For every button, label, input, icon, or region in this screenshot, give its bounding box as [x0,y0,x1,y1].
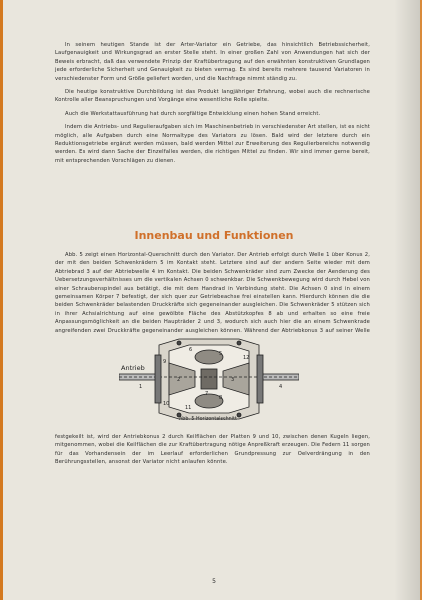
figure-caption: Abb. 5 Horizontalschnitt [179,417,237,422]
figure-number-9: 9 [163,359,167,365]
intro-text-block [55,41,370,170]
figure-number-7: 7 [205,391,209,397]
figure-number-8: 8 [219,395,223,401]
section-text-top [55,251,370,333]
figure-number-6: 6 [189,347,193,353]
figure-number-3: 3 [231,377,235,383]
figure-label-antrieb: Antrieb [121,364,145,372]
centre-body [201,369,217,389]
page-number: 5 [212,578,216,585]
figure-number-10: 10 [163,401,170,407]
figure-number-5: 5 [219,351,223,357]
section-paragraph-start: Abb. 5 zeigt einen Horizontal-Querschnitt durch den Variator. Der Antrieb erfolgt durch Welle 1 über Konus 2, der mit den beiden Schwenkrädern 5 im Kontakt steht. Letztere sind auf der andern Seite wieder mit dem Abtriebrad 3 auf der Abtriebwelle 4 im Kontakt. Die beiden Schwenkräder sind zum Zwecke der Aenderung des Uebersetzungsverhältnisses um die vertikalen Achsen 0 schwenkbar. Die Schwenkbewegung wird durch Hebel von einer Schraubenspindel aus betätigt, die mit dem Handrad in Verbindung steht. Die Achsen 0 sind in einem gemeinsamen Körper 7 befestigt, der sich quer zur Getriebeachse frei einstellen kann. Hierdurch können die die beiden Schwenkräder belastenden Druckkräfte sich gegeneinander ausgleichen. Die Schwenkräder 5 stützen sich in ihrer Achsialrichtung auf eine gewölbte Fläche des Abstützkopfes 8 ab und erhalten so eine freie Anpassungsmöglichkeit an die beiden Haupträder 2 und 3, wodurch sich auch hier die an einem Schwenkrade angreifenden zwei Druckkräfte gegeneinander ausgleichen können. Während der Abtriebkonus 3 auf seiner Welle [55,252,370,333]
page-fold-shadow [394,0,420,600]
figure-number-11: 11 [185,405,192,411]
variator-cross-section-figure [119,333,299,425]
intro-paragraph-1: In seinem heutigen Stande ist der Arter-Variator ein Getriebe, das hinsichtlich Betriebssicherheit, Laufgenauigkeit und Wirkungsgrad an erster Stelle steht. In einer großen Zahl von Anwendungen hat sich der Beweis erbracht, daß das verwendete Prinzip der Kraftübertragung auf den erwähnten konstruktiven Grundlagen jede erforderliche Sicherheit und Genauigkeit zu bieten vermag. Es sind bereits mehrere tausend Variatoren in verschiedenster Form und Größe geliefert worden, und die Nachfrage nimmt ständig zu. [55,42,370,82]
section-heading: Innenbau und Funktionen [134,229,294,242]
right-flange [257,355,263,403]
figure-number-12: 12 [243,355,250,361]
section-text-bottom [55,433,370,561]
section-paragraph-continued: festgekeilt ist, wird der Antriebkonus 2 durch Keilflächen der Platten 9 und 10, zwischen denen Kugeln liegen, mitgenommen, wobei die Keilflächen die zur Kraftübertragung nötige Anpreßkraft erzeugen. Die Federn 11 sorgen für das Vorhandensein der im Leerlauf erforderlichen Grundpressung zur Oelverdrängung in den Berührungsstellen, ansonst der Variator nicht anlaufen könnte. [55,434,370,466]
figure-number-1: 1 [139,384,143,390]
left-flange [155,355,161,403]
figure-number-4: 4 [279,384,283,390]
intro-paragraph-2: Die heutige konstruktive Durchbildung ist das Produkt langjähriger Erfahrung, wobei auch die rechnerische Kontrolle aller Beanspruchungen und Vorgänge eine wesentliche Rolle spielte. [55,89,370,104]
intro-paragraph-3: Auch die Werkstattausführung hat durch sorgfältige Entwicklung einen hohen Stand erreicht. [65,110,321,117]
intro-paragraph-4: Indem die Antriebs- und Regulieraufgaben sich im Maschinenbetrieb in verschiedenster Art stellen, ist es nicht möglich, alle Aufgaben durch eine Normaltype des Variators zu lösen. Bald wird der letztere durch ein Reduktionsgetriebe ergänzt werden müssen, bald werden Mittel zur Erweiterung des Regulierbereichs notwendig werden. Es wird dann Sache der Einzelfalles werden, die richtigen Mittel zu finden. Wir sind immer gerne bereit, mit entsprechenden Vorschlägen zu dienen. [55,124,370,164]
figure-number-2: 2 [177,377,181,383]
